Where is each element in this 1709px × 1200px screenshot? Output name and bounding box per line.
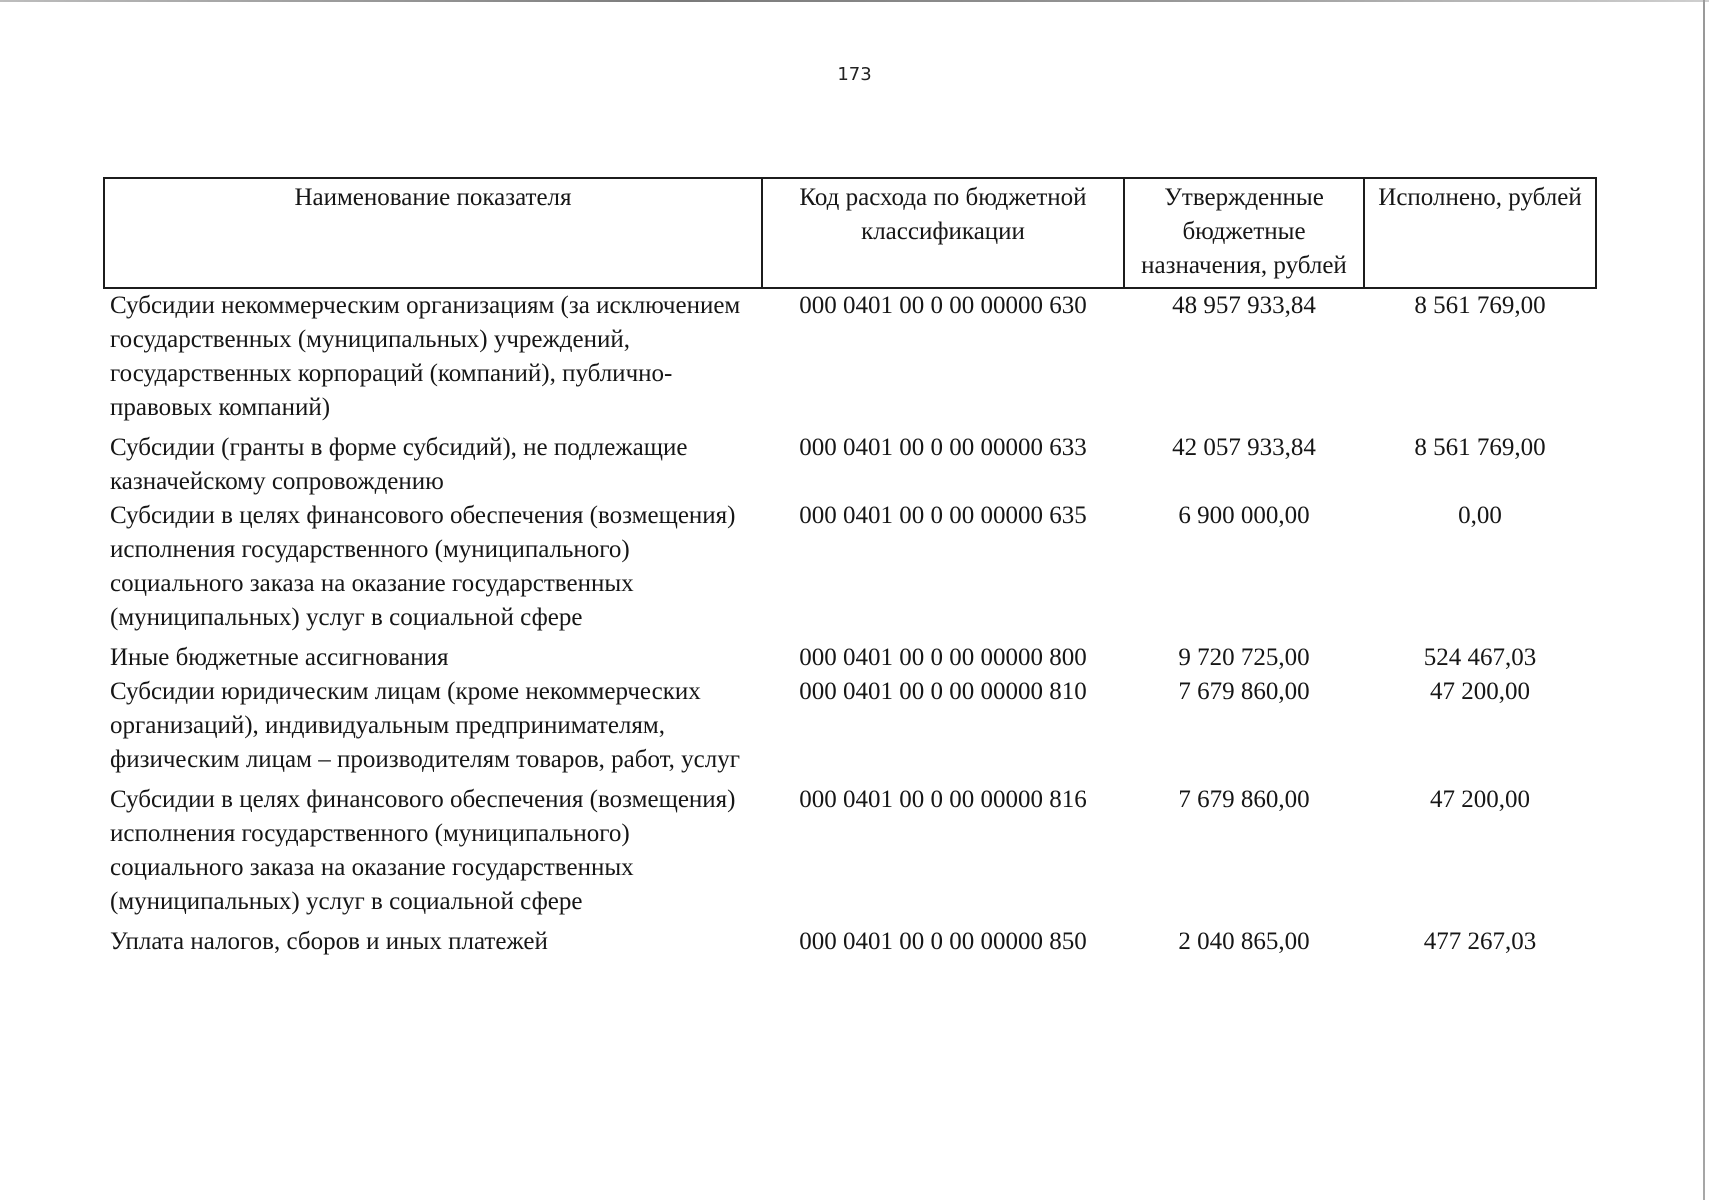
table-row [104,783,1596,925]
scan-edge-top [0,0,1709,2]
row-expense-code: 000 0401 00 0 00 00000 630 [799,292,1087,319]
table-row [104,675,1596,783]
row-executed-amount: 8 561 769,00 [1414,292,1546,319]
table-header-row [104,178,1596,288]
row-expense-code: 000 0401 00 0 00 00000 635 [799,502,1087,529]
row-indicator-name: Субсидии некоммерческим организациям (за исключением государственных (муниципальных) учреждений, государственных корпораций (компаний), публично-правовых компаний) [110,292,741,421]
row-indicator-name: Субсидии (гранты в форме субсидий), не подлежащие казначейскому сопровождению [110,434,688,495]
row-indicator-name: Субсидии юридическим лицам (кроме некоммерческих организаций), индивидуальным предпринимателям, физическим лицам – производителям товаров, работ, услуг [110,678,741,773]
row-indicator-name: Иные бюджетные ассигнования [110,644,449,671]
row-expense-code: 000 0401 00 0 00 00000 816 [799,786,1087,813]
row-indicator-name: Уплата налогов, сборов и иных платежей [110,928,548,955]
row-approved-amount: 7 679 860,00 [1178,786,1310,813]
row-expense-code: 000 0401 00 0 00 00000 850 [799,928,1087,955]
header-approved-amount: Утвержденные бюджетные назначения, рублей [1124,178,1364,288]
row-approved-amount: 9 720 725,00 [1178,644,1310,671]
page-number: 173 [837,64,872,85]
table-row [104,499,1596,641]
row-approved-amount: 2 040 865,00 [1178,928,1310,955]
scan-edge-right [1703,0,1705,1200]
header-expense-code: Код расхода по бюджетной классификации [762,178,1124,288]
table-row [104,641,1596,675]
row-executed-amount: 524 467,03 [1423,644,1537,671]
row-indicator-name: Субсидии в целях финансового обеспечения (возмещения) исполнения государственного (муниципального) социального заказа на оказание государственных (муниципальных) услуг в социальной сфере [110,502,736,631]
header-indicator-name: Наименование показателя [104,178,762,288]
row-executed-amount: 0,00 [1458,502,1502,529]
row-expense-code: 000 0401 00 0 00 00000 800 [799,644,1087,671]
row-approved-amount: 42 057 933,84 [1172,434,1316,461]
row-indicator-name: Субсидии в целях финансового обеспечения (возмещения) исполнения государственного (муниципального) социального заказа на оказание государственных (муниципальных) услуг в социальной сфере [110,786,736,915]
row-executed-amount: 47 200,00 [1430,786,1530,813]
row-approved-amount: 6 900 000,00 [1178,502,1310,529]
budget-execution-table [103,177,1597,959]
row-approved-amount: 48 957 933,84 [1172,292,1316,319]
table-row [104,431,1596,499]
row-approved-amount: 7 679 860,00 [1178,678,1310,705]
row-expense-code: 000 0401 00 0 00 00000 810 [799,678,1087,705]
table-row [104,288,1596,431]
row-executed-amount: 8 561 769,00 [1414,434,1546,461]
header-executed-amount: Исполнено, рублей [1364,178,1596,288]
table-row [104,925,1596,959]
row-executed-amount: 477 267,03 [1423,928,1537,955]
row-executed-amount: 47 200,00 [1430,678,1530,705]
row-expense-code: 000 0401 00 0 00 00000 633 [799,434,1087,461]
